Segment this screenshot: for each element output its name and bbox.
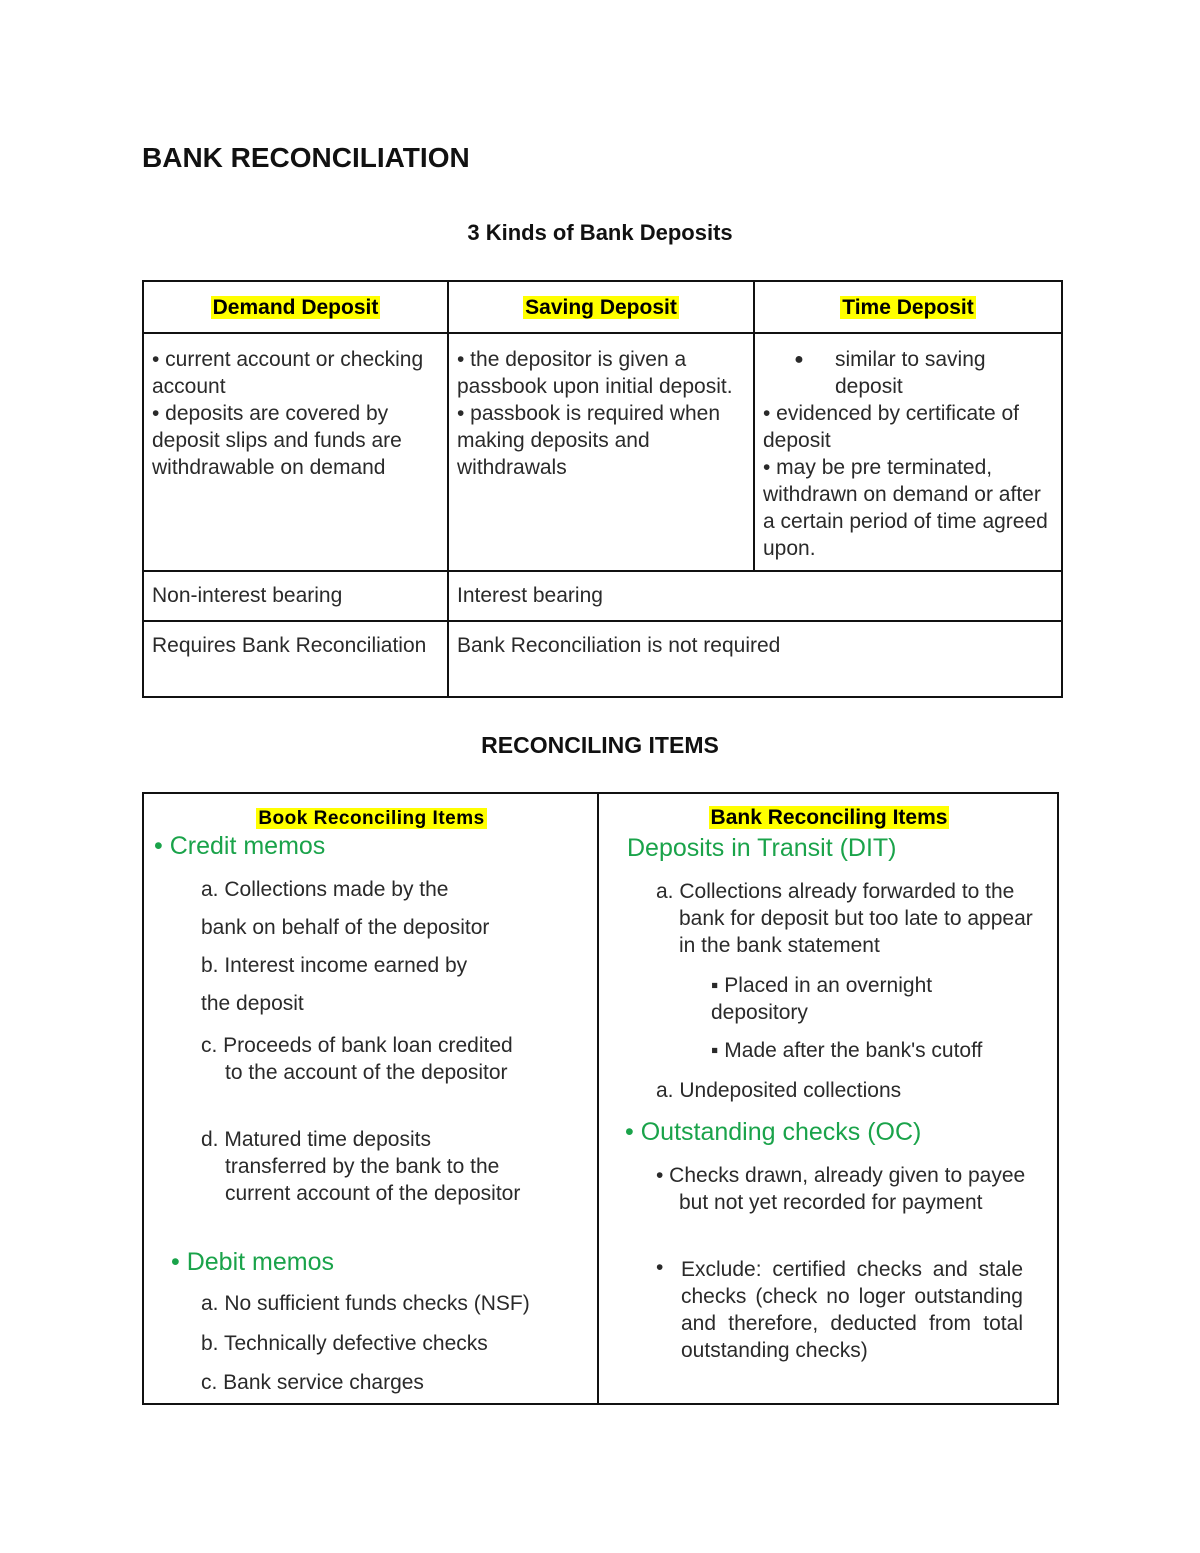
deposits-header-row <box>143 281 1062 333</box>
header-time-deposit: Time Deposit <box>842 295 974 319</box>
demand-description-cell <box>143 333 448 571</box>
header-cell-time <box>754 281 1062 333</box>
header-cell-demand <box>143 281 448 333</box>
time-first-item <box>763 346 1053 400</box>
deposits-subtitle: 3 Kinds of Bank Deposits <box>467 220 733 245</box>
interest-row <box>143 571 1062 621</box>
debit-item-b: b. Technically defective checks <box>201 1332 488 1355</box>
header-cell-saving <box>448 281 754 333</box>
bullet-icon: • <box>154 832 163 860</box>
bullet-icon: ● <box>794 351 804 368</box>
bullet-icon: • <box>656 1256 664 1279</box>
saving-item: • passbook is required when making deposits and withdrawals <box>457 402 721 479</box>
reconciling-items-title: RECONCILING ITEMS <box>481 732 719 758</box>
header-saving-deposit: Saving Deposit <box>525 295 677 319</box>
requires-reconciliation-cell: Requires Bank Reconciliation <box>143 621 448 697</box>
reconciling-items-table <box>142 792 1059 1405</box>
header-demand-deposit: Demand Deposit <box>212 295 379 319</box>
book-reconciling-header: Book Reconciling Items <box>258 808 485 829</box>
deposits-table <box>142 280 1063 698</box>
time-description-cell <box>754 333 1062 571</box>
oc-item-exclude: Exclude: certified checks and stale checks (check no loger outstanding and therefore, deducted from total outstanding checks) <box>681 1258 1023 1362</box>
debit-item-a: a. No sufficient funds checks (NSF) <box>201 1292 530 1315</box>
credit-item-c: c. Proceeds of bank loan credited to the account of the depositor <box>201 1034 513 1084</box>
bank-header <box>599 806 1059 830</box>
oc-title: Outstanding checks (OC) <box>640 1118 922 1146</box>
reconciliation-not-required-cell: Bank Reconciliation is not required <box>448 621 1062 697</box>
dit-item-undeposited: a. Undeposited collections <box>656 1079 902 1102</box>
time-first-text: similar to saving deposit <box>835 348 986 398</box>
demand-item: • current account or checking account <box>152 348 424 398</box>
deposits-description-row <box>143 333 1062 571</box>
debit-item-c: c. Bank service charges <box>201 1371 424 1394</box>
book-reconciling-cell <box>143 793 598 1404</box>
document-title: BANK RECONCILIATION <box>142 142 470 173</box>
credit-item-d: d. Matured time deposits transferred by the bank to the current account of the depositor <box>201 1128 521 1205</box>
debit-memos-heading <box>171 1248 334 1277</box>
debit-memos-title: Debit memos <box>186 1248 334 1276</box>
saving-description-cell <box>448 333 754 571</box>
non-interest-cell: Non-interest bearing <box>143 571 448 621</box>
interest-bearing-cell: Interest bearing <box>448 571 1062 621</box>
reconciliation-requirement-row <box>143 621 1062 697</box>
oc-item-checks-drawn: • Checks drawn, already given to payee but not yet recorded for payment <box>656 1164 1026 1214</box>
bullet-icon: • <box>625 1118 634 1146</box>
dit-item-a: a. Collections already forwarded to the bank for deposit but too late to appear in the bank statement <box>656 880 1033 957</box>
bank-reconciling-header: Bank Reconciling Items <box>710 806 948 829</box>
bank-reconciling-cell <box>598 793 1058 1404</box>
saving-item: • the depositor is given a passbook upon initial deposit. <box>457 348 733 398</box>
book-header <box>144 806 599 830</box>
credit-memos-title: Credit memos <box>169 832 326 860</box>
dit-subitem-cutoff: ▪ Made after the bank's cutoff <box>711 1039 983 1062</box>
oc-heading <box>625 1118 921 1147</box>
credit-item-a-line2: bank on behalf of the depositor <box>201 916 490 939</box>
bullet-icon: • <box>171 1248 180 1276</box>
credit-item-b-line2: the deposit <box>201 992 304 1015</box>
dit-title: Deposits in Transit (DIT) <box>627 834 897 862</box>
credit-item-a-line1: a. Collections made by the <box>201 878 449 901</box>
credit-item-b-line1: b. Interest income earned by <box>201 954 468 977</box>
demand-item: • deposits are covered by deposit slips and funds are withdrawable on demand <box>152 402 402 479</box>
time-item: • may be pre terminated, withdrawn on demand or after a certain period of time agreed upon. <box>763 456 1048 560</box>
time-item: • evidenced by certificate of deposit <box>763 402 1019 452</box>
dit-subitem-overnight: ▪ Placed in an overnight depository <box>711 974 933 1024</box>
credit-memos-heading <box>154 832 325 861</box>
